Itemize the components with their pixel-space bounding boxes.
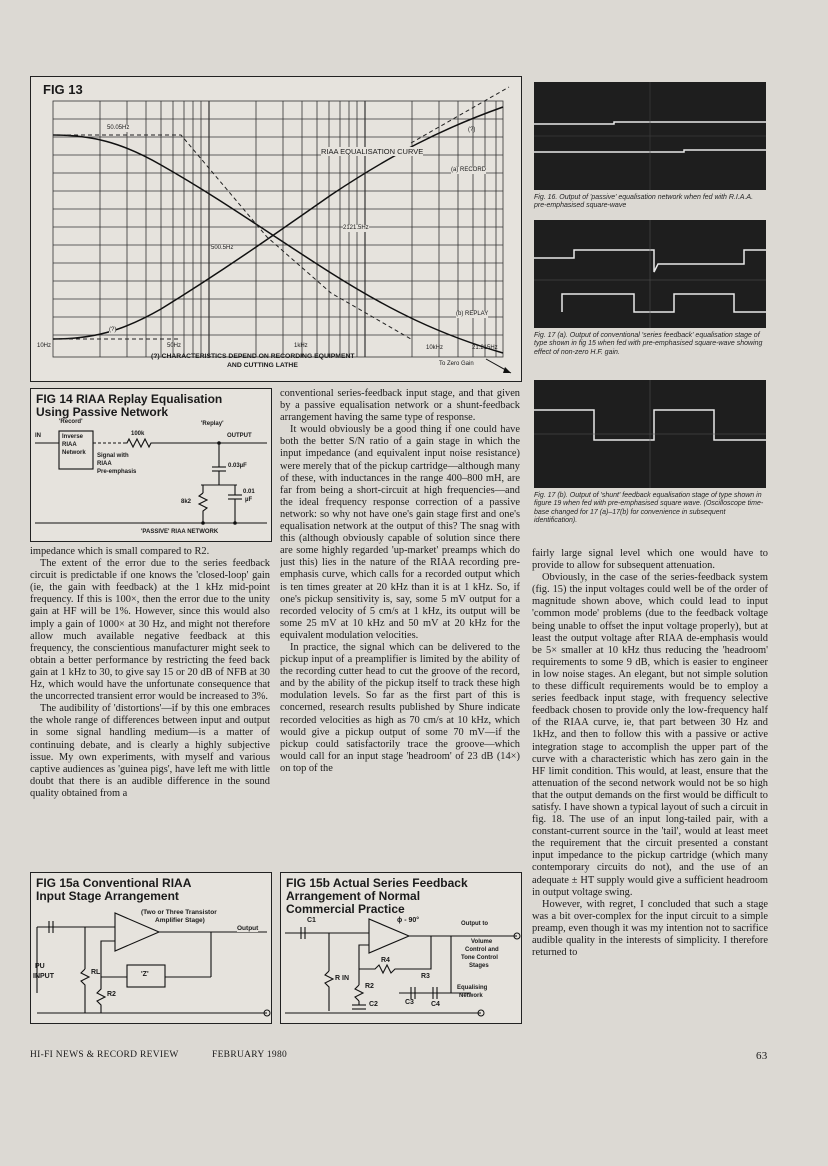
col2-paragraph-3: In practice, the signal which can be delivered to the pickup input of a preamplifier is limited by the ability of the recording cutter head to cut the groove of the record, and by the ability of the pickup itself to track these high modulation levels. So far as the first part of this is concerned, research results published by Shure indicate recorded velocities as high as 70 cm/s at 10 kHz, which would give a pickup output of some 70 mV—if the pickup could satisfactorily trace the groove—which would call for an input stage 'headroom' of 23 dB (14×) on top of the <box>280 641 520 774</box>
fig14-signal-3: Pre-emphasis <box>97 469 137 475</box>
fig15b-c3: C3 <box>405 999 414 1006</box>
fig15b-out-2: Volume <box>471 939 493 945</box>
fig14-c2a: 0.01 <box>243 489 255 495</box>
fig15a-pu: PU <box>35 963 45 970</box>
fig14-in: IN <box>35 433 41 439</box>
fig15b-out-3: Control and <box>465 947 499 953</box>
fig16-caption: Fig. 16. Output of 'passive' equalisation network when fed with R.I.A.A. pre-emphasised square-wave <box>534 194 754 210</box>
col1-paragraph-2: The extent of the error due to the series feedback circuit is predictable if one knows the 'closed-loop' gain (ie, the gain with feedback) at the 1 kHz mid-point frequency. If this is 100×, then the error due to the unity gain at HF will be 1%. However, since this would also imply a gain of 1000× at 30 Hz, and might not therefore allow much available negative feedback at this frequency, the conscientious manufacturer might seek to obtain a better performance by restricting the feed back gain at 1 kHz to 30, to give say 15 or 20 dB of NFB at 30 Hz, which would have the unfortunate consequence that the uncorrected transient error would be increased to 3%. <box>30 558 270 703</box>
fig15a-note-2: Amplifier Stage) <box>155 917 205 924</box>
fig15a-output: Output <box>237 925 259 932</box>
fig17a-caption: Fig. 17 (a). Output of conventional 'series feedback' equalisation stage of type shown in fig 15 when fed with pre-emphasised square-wave showing effect of non-zero H.F. gain. <box>534 332 763 356</box>
fig13-record-label: (a) RECORD <box>451 167 487 173</box>
fig15b-c2: C2 <box>369 1001 378 1008</box>
fig13-q1: (?) <box>468 127 476 133</box>
fig15b-eq-1: Equalising <box>457 985 488 991</box>
fig14-c2b: µF <box>245 497 253 503</box>
fig13-f1: 50.05Hz <box>107 125 130 131</box>
fig14-box-3: Network <box>62 450 86 456</box>
fig17b-caption: Fig. 17 (b). Output of 'shunt' feedback equalisation stage of type shown in figure 19 when fed with pre-emphasised square wave. (Oscilloscope time-base changed for 17 (a)–17(b) for convenience in subsequent identification). <box>534 492 764 525</box>
fig15b-c4: C4 <box>431 1001 440 1008</box>
column-1 <box>30 546 270 870</box>
fig13-box <box>30 76 522 382</box>
fig15a-rl: RL <box>91 969 101 976</box>
fig15b-out-4: Tone Control <box>461 955 498 961</box>
fig13-caption-1: (?) CHARACTERISTICS DEPEND ON RECORDING EQUIPMENT <box>151 353 355 360</box>
fig13-x-10khz: 10kHz <box>426 345 444 351</box>
fig14-replay: 'Replay' <box>201 421 224 427</box>
fig15b-box <box>280 872 522 1024</box>
fig15a-z: 'Z' <box>141 971 149 978</box>
fig15a-input: INPUT <box>33 973 54 980</box>
fig14-r1: 100k <box>131 431 145 437</box>
fig15a-schematic <box>31 873 271 1023</box>
fig14-title-1: FIG 14 RIAA Replay Equalisation <box>36 392 223 406</box>
fig17b-oscilloscope-photo <box>534 380 766 488</box>
fig14-box-1: Inverse <box>62 434 84 440</box>
fig14-signal-2: RIAA <box>97 461 112 467</box>
fig13-q2: (?) <box>109 327 117 333</box>
fig14-c1: 0.03µF <box>228 463 247 469</box>
fig13-graph <box>31 77 521 381</box>
fig13-f3: 2121.5Hz <box>343 225 369 231</box>
fig15b-rin: R IN <box>335 975 349 982</box>
fig15b-title-2: Arrangement of Normal <box>286 889 421 903</box>
fig13-to-zero: To Zero Gain <box>439 361 474 367</box>
col2-paragraph-1: conventional series-feedback input stage, and that given by a passive equalisation network or a shunt-feedback arrangement having the same type of response. <box>280 388 520 424</box>
fig15b-out-1: Output to <box>461 921 488 927</box>
fig14-record: 'Record' <box>59 419 83 425</box>
fig16-oscilloscope-photo <box>534 82 766 190</box>
fig15a-title-2: Input Stage Arrangement <box>36 889 179 903</box>
fig14-r2: 8k2 <box>181 499 192 505</box>
col3-paragraph-1: fairly large signal level which one would have to provide to allow for subsequent attenuation. <box>532 548 768 572</box>
fig13-replay-label: (b) REPLAY <box>456 311 489 317</box>
fig15b-r2: R2 <box>365 983 374 990</box>
fig15b-title-1: FIG 15b Actual Series Feedback <box>286 876 468 890</box>
fig15b-r4: R4 <box>381 957 390 964</box>
fig13-caption-2: AND CUTTING LATHE <box>227 362 298 369</box>
fig15b-out-5: Stages <box>469 963 489 969</box>
fig14-title-2: Using Passive Network <box>36 405 169 419</box>
fig15b-title-3: Commercial Practice <box>286 902 405 916</box>
fig13-x-21khz: 21.215Hz <box>472 345 498 351</box>
column-3 <box>532 548 768 1044</box>
fig13-x-1khz: 1kHz <box>294 343 308 349</box>
fig13-x-50hz: 50Hz <box>167 343 182 349</box>
fig14-signal-1: Signal with <box>97 453 129 459</box>
record-curve <box>53 107 503 339</box>
fig15a-r2: R2 <box>107 991 116 998</box>
footer-page-number: 63 <box>756 1050 768 1062</box>
footer-magazine: HI-FI NEWS & RECORD REVIEW <box>30 1050 179 1060</box>
fig15b-eq-2: Network <box>459 993 483 999</box>
fig15a-note-1: (Two or Three Transistor <box>141 909 217 916</box>
fig13-x-10hz: 10Hz <box>37 343 52 349</box>
fig15b-r3: R3 <box>421 973 430 980</box>
col1-paragraph-1: impedance which is small compared to R2. <box>30 546 210 557</box>
col3-paragraph-2: Obviously, in the case of the series-feedback system (fig. 15) the input voltages could well be of the order of magnitude shown above, which could lead to input 'common mode' problems (due to the feedback voltage being unable to offset the input voltage properly), but at least the output voltage after RIAA de-emphasis would be 5× smaller at 10 kHz thus reducing the 'headroom' requirements to some 9 dB, which is easier to engineer in low noise stages. An elegant, but not simple solution to these difficult requirements would be to employ a series feedback input stage, with frequency selective feedback chosen to provide only the low-frequency half of the RIAA curve, ie, that part between 30 Hz and 1kHz, and then to follow this with a passive or active integration stage to accomplish the upper part of the curve with a characteristic which has zero gain in the HF limit condition. This would, at least, ensure that the attenuation of the second network would not be so high that the output demands on the first would be difficult to satisfy. I have shown a typical layout of such a circuit in fig. 18. The use of an input long-tailed pair, with a constant-current source in the 'tail', would at least meet the requirement that the circuit presented a constant input impedance to the pickup cartridge (which many contemporary circuits do not), and the use of an adequate ± HT supply would give a sufficient headroom in output voltage swing. <box>532 572 768 898</box>
footer-date: FEBRUARY 1980 <box>212 1050 288 1060</box>
fig15a-title-1: FIG 15a Conventional RIAA <box>36 876 192 890</box>
fig15b-phase: ϕ - 90° <box>397 917 420 924</box>
column-2 <box>280 388 520 870</box>
replay-curve <box>53 135 503 353</box>
fig17a-oscilloscope-photo <box>534 220 766 328</box>
fig14-box-2: RIAA <box>62 442 77 448</box>
fig14-output: OUTPUT <box>227 433 252 439</box>
col2-paragraph-2: It would obviously be a good thing if one could have both the better S/N ratio of a gain stage in which the input impedance (and equivalent input noise resistance) were merely that of the pickup cartridge—although many of these, with inductances in the range 400–800 mH, are far from being a short-circuit at high frequencies—and the ideal frequency response correction of a passive network: so why not have one's gain stage first and one's equalisation network at the output of this? The snag with this (although obviously capable of solution since there are some highly regarded 'up-market' preamps which do just this) lies in the nature of the RIAA recording pre-emphasis curve, which calls for a recorded output which is ten times greater at 20 kHz than it is at 1 kHz. So, if one's pickup sensitivity is, say, some 5 mV output for a recorded velocity of 5 cm/s at 1 kHz, its output will be some 25 mV at 10 kHz and 50 mV at 20 kHz for the equivalent modulation velocities. <box>280 424 520 641</box>
col3-paragraph-3: However, with regret, I concluded that such a stage was a bit over-complex for the input circuit to a simple preamp, even though it was my intention not to sacrifice audible quality in the interests of simplicity. I therefore returned to <box>532 898 768 959</box>
fig14-box <box>30 388 272 542</box>
fig15a-box <box>30 872 272 1024</box>
fig13-f2: 500.5Hz <box>211 245 234 251</box>
fig14-network: 'PASSIVE' RIAA NETWORK <box>141 529 219 535</box>
col1-paragraph-3: The audibility of 'distortions'—if by this one embraces the whole range of differences between input and output in some signal handling medium—is a matter of continuing debate, and is clearly a highly subjective issue. My own experiments, with myself and various captive audiences as 'guinea pigs', have left me with little doubt that there is an audible difference in the sound quality obtained from a <box>30 703 270 799</box>
fig13-curve-label: RIAA EQUALISATION CURVE <box>321 147 424 156</box>
fig13-title: FIG 13 <box>43 82 83 97</box>
fig15b-c1: C1 <box>307 917 316 924</box>
